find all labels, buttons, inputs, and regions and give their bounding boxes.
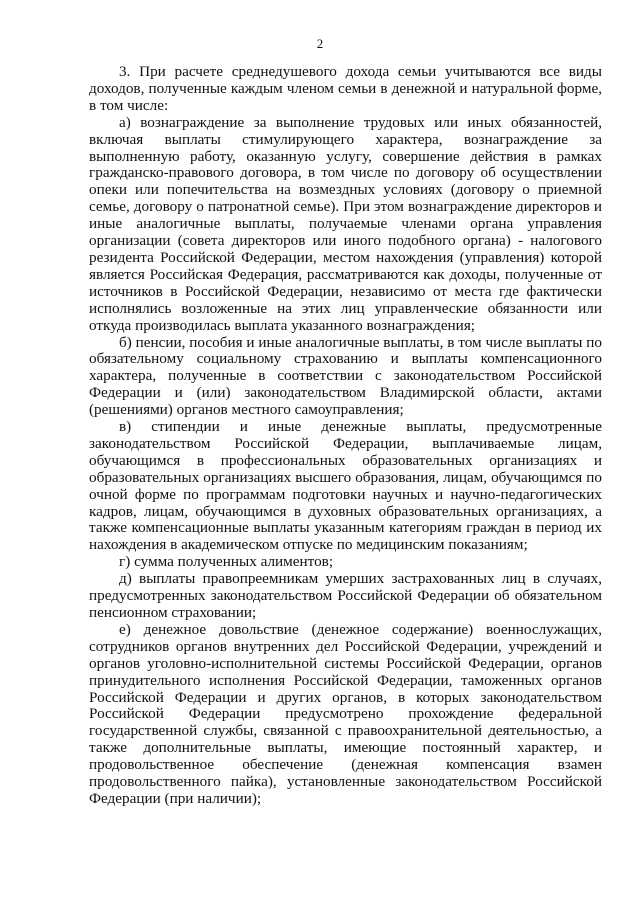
paragraph-a-remuneration: а) вознаграждение за выполнение трудовых или иных обязанностей, включая выплаты стимулирующего характера, вознаграждение за выполненную работу, оказанную услугу, совершение действия в рамках гражданско-правового договора, в том числе по договору об осуществлении опеки или попечительства на возмездных условиях (договору о приемной семье, договору о патронатной семье). При этом вознаграждение директоров и иные аналогичные выплаты, получаемые членами органа управления организации (совета директоров или иного подобного органа) - налогового резидента Российской Федерации, местом нахождения (управления) которой является Российская Федерация, рассматриваются как доходы, полученные от источников в Российской Федерации, независимо от места где фактически исполнялись возложенные на этих лиц управленческие обязанности или откуда производилась выплата указанного вознаграждения; [89, 113, 602, 334]
paragraph-e-allowance: е) денежное довольствие (денежное содержание) военнослужащих, сотрудников органов внутренних дел Российской Федерации, учреждений и органов уголовно-исполнительной системы Российской Федерации, органов принудительного исполнения Российской Федерации, таможенных органов Российской Федерации и других органов, в которых законодательством Российской Федерации предусмотрено прохождение федеральной государственной службы, связанной с правоохранительной деятельностью, а также дополнительные выплаты, имеющие постоянный характер, и продовольственное обеспечение (денежная компенсация взамен продовольственного пайка), установленные законодательством Российской Федерации (при наличии); [89, 620, 602, 807]
paragraph-b-pensions: б) пенсии, пособия и иные аналогичные выплаты, в том числе выплаты по обязательному социальному страхованию и выплаты компенсационного характера, полученные в соответствии с законодательством Российской Федерации и (или) законодательством Владимирской области, актами (решениями) органов местного самоуправления; [89, 333, 602, 419]
paragraph-3-intro: 3. При расчете среднедушевого дохода семьи учитываются все виды доходов, полученные каждым членом семьи в денежной и натуральной форме, в том числе: [89, 63, 602, 114]
paragraph-g-alimony: г) сумма полученных алиментов; [119, 553, 334, 571]
paragraph-d-successor-payments: д) выплаты правопреемникам умерших застрахованных лиц в случаях, предусмотренных законодательством Российской Федерации об обязательном пенсионном страховании; [89, 570, 602, 621]
page-number: 2 [316, 36, 324, 51]
paragraph-v-stipends: в) стипендии и иные денежные выплаты, предусмотренные законодательством Российской Федерации, выплачиваемые лицам, обучающимся в профессиональных образовательных организациях и образовательных организациях высшего образования, лицам, обучающимся по очной форме по программам подготовки научных и научно-педагогических кадров, лицам, обучающимся в духовных образовательных организациях, а также компенсационные выплаты указанным категориям граждан в период их нахождения в академическом отпуске по медицинским показаниям; [89, 418, 602, 554]
document-body [89, 64, 602, 808]
